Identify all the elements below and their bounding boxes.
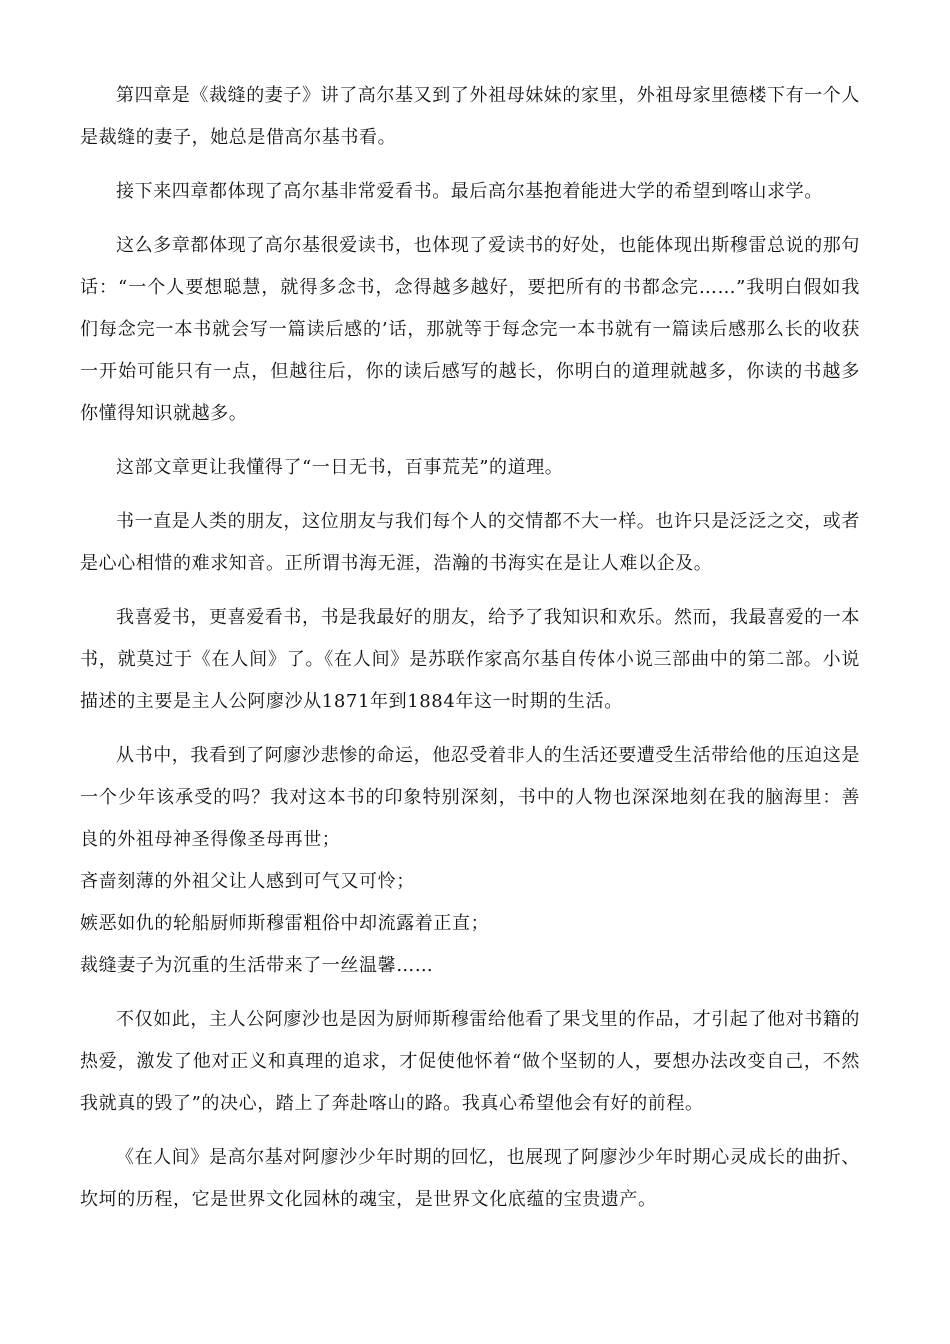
paragraph: 《在人间》是高尔基对阿廖沙少年时期的回忆，也展现了阿廖沙少年时期心灵成长的曲折、坎坷的历程，它是世界文化园林的魂宝，是世界文化底蕴的宝贵遗产。	[80, 1147, 860, 1210]
paragraph: 第四章是《裁缝的妻子》讲了高尔基又到了外祖母妹妹的家里，外祖母家里德楼下有一个人是裁缝的妻子，她总是借高尔基书看。	[80, 85, 860, 148]
list-line: 裁缝妻子为沉重的生活带来了一丝温馨……	[80, 955, 434, 976]
paragraph: 从书中，我看到了阿廖沙悲惨的命运，他忍受着非人的生活还要遭受生活带给他的压迫这是一个少年该承受的吗？我对这本书的印象特别深刻，书中的人物也深深地刻在我的脑海里：善良的外祖母神圣得像圣母再世；	[80, 745, 860, 850]
paragraph: 我喜爱书，更喜爱看书，书是我最好的朋友，给予了我知识和欢乐。然而，我最喜爱的一本书，就莫过于《在人间》了。《在人间》是苏联作家高尔基自传体小说三部曲中的第二部。小说描述的主要是主人公阿廖沙从1871年到1884年这一时期的生活。	[80, 607, 860, 712]
paragraph: 这么多章都体现了高尔基很爱读书，也体现了爱读书的好处，也能体现出斯穆雷总说的那句话：“一个人要想聪慧，就得多念书，念得越多越好，要把所有的书都念完……”我明白假如我们每念完一本书就会写一篇读后感的’话，那就等于每念完一本书就有一篇读后感那么长的收获一开始可能只有一点，但越往后，你的读后感写的越长，你明白的道理就越多，你读的书越多你懂得知识就越多。	[80, 235, 860, 424]
document-body	[80, 75, 860, 1233]
paragraph: 接下来四章都体现了高尔基非常爱看书。最后高尔基抱着能进大学的希望到喀山求学。	[116, 181, 823, 202]
paragraph: 不仅如此，主人公阿廖沙也是因为厨师斯穆雷给他看了果戈里的作品，才引起了他对书籍的热爱，激发了他对正义和真理的追求，才促使他怀着“做个坚韧的人，要想办法改变自己，不然我就真的毁了”的决心，踏上了奔赴喀山的路。我真心希望他会有好的前程。	[80, 1009, 860, 1114]
list-line: 嫉恶如仇的轮船厨师斯穆雷粗俗中却流露着正直；	[80, 913, 490, 934]
list-line: 吝啬刻薄的外祖父让人感到可气又可怜；	[80, 871, 415, 892]
paragraph: 这部文章更让我懂得了“一日无书，百事荒芜”的道理。	[116, 457, 564, 478]
paragraph: 书一直是人类的朋友，这位朋友与我们每个人的交情都不大一样。也许只是泛泛之交，或者是心心相惜的难求知音。正所谓书海无涯，浩瀚的书海实在是让人难以企及。	[80, 511, 860, 574]
character-list	[80, 861, 860, 987]
